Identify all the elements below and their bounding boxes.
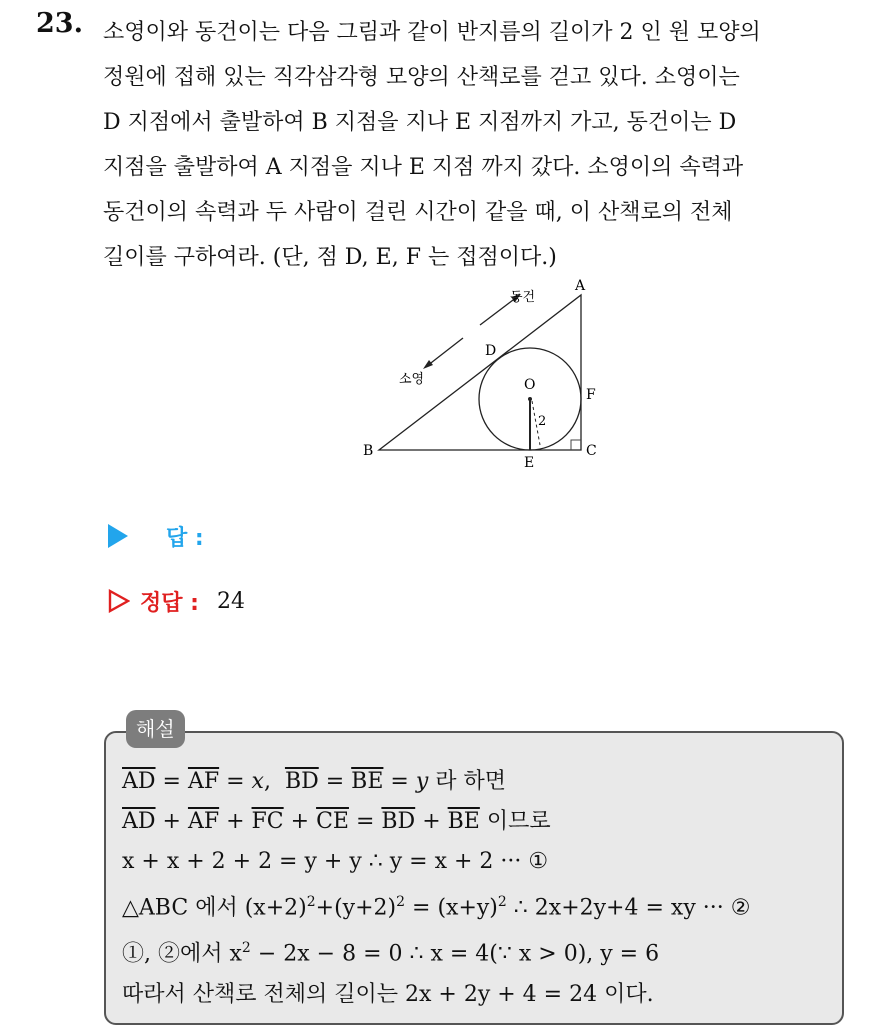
correct-answer-row — [108, 583, 245, 619]
label-o: O — [524, 377, 536, 393]
label-d: D — [485, 343, 497, 359]
question-line: 소영이와 동건이는 다음 그림과 같이 반지름의 길이가 2 인 원 모양의 — [103, 20, 761, 45]
question-text — [103, 10, 865, 280]
segment-af: $\overline{AF}$ — [187, 809, 220, 834]
right-angle-mark — [571, 440, 581, 450]
solution-line-6: 따라서 산책로 전체의 길이는 2x + 2y + 4 = 24 이다. — [122, 981, 654, 1007]
segment-ad: $\overline{AD}$ — [122, 769, 156, 794]
outline-triangle-icon — [108, 589, 130, 613]
question-line: 지점을 출발하여 A 지점을 지나 E 지점 까지 갔다. 소영이의 속력과 — [103, 155, 744, 180]
label-c: C — [586, 443, 597, 459]
correct-answer-label: 정답 : — [140, 590, 199, 616]
question-line: 정원에 접해 있는 직각삼각형 모양의 산책로를 걷고 있다. 소영이는 — [103, 65, 740, 90]
segment-ad: $\overline{AD}$ — [122, 809, 156, 834]
question-line: 동건이의 속력과 두 사람이 걸린 시간이 같을 때, 이 산책로의 전체 — [103, 200, 733, 225]
answer-row — [108, 518, 204, 554]
segment-be: $\overline{BE}$ — [447, 809, 480, 834]
var-y: y — [415, 769, 429, 794]
segment-ce: $\overline{CE}$ — [316, 809, 349, 834]
solution-line-4: △ABC 에서 $(x+2)^2+(y+2)^2 = (x+y)^2$ ∴ 2x+2y+4 = xy ··· ② — [122, 894, 751, 921]
label-e: E — [524, 455, 535, 471]
solution-line-5: ①, ②에서 $x^2 - 2x - 8 = 0$ ∴ x = 4(∵ x > 0), y = 6 — [122, 940, 660, 967]
solution-body — [122, 762, 750, 1015]
triangle-figure — [355, 275, 615, 475]
label-f: F — [586, 387, 596, 403]
solution-line-1: $\overline{AD} = \overline{AF} = x$, $\overline{BD} = \overline{BE} = y$ 라 하면 — [122, 769, 507, 794]
label-soyoung: 소영 — [399, 372, 425, 387]
solution-line-2: $\overline{AD} + \overline{AF} + \overline{FC} + \overline{CE} = \overline{BD} + \overline{BE}$ 이므로 — [122, 809, 551, 834]
solution-badge: 해설 — [126, 710, 185, 748]
arrow-head-soyoung — [423, 360, 433, 369]
var-x: x — [251, 769, 264, 794]
segment-fc: $\overline{FC}$ — [251, 809, 284, 834]
question-line: D 지점에서 출발하여 B 지점을 지나 E 지점까지 가고, 동건이는 D — [103, 110, 737, 135]
line-2-tail: 이므로 — [486, 809, 551, 834]
line-1-tail: 라 하면 — [435, 769, 507, 794]
correct-answer-value: 24 — [216, 588, 245, 614]
segment-be: $\overline{BE}$ — [351, 769, 384, 794]
question-line: 길이를 구하여라. (단, 점 D, E, F 는 접점이다.) — [103, 245, 557, 270]
triangle-bullet-icon — [108, 524, 128, 548]
answer-label: 답 : — [166, 525, 204, 551]
segment-af: $\overline{AF}$ — [187, 769, 220, 794]
label-a: A — [575, 278, 586, 294]
question-number: 23. — [36, 8, 83, 39]
arrow-soyoung — [427, 338, 463, 366]
label-b: B — [363, 443, 374, 459]
solution-line-3: x + x + 2 + 2 = y + y ∴ y = x + 2 ··· ① — [122, 849, 549, 874]
label-donggun: 동건 — [510, 290, 536, 305]
segment-bd: $\overline{BD}$ — [284, 769, 319, 794]
label-radius: 2 — [538, 414, 547, 429]
segment-bd: $\overline{BD}$ — [381, 809, 416, 834]
